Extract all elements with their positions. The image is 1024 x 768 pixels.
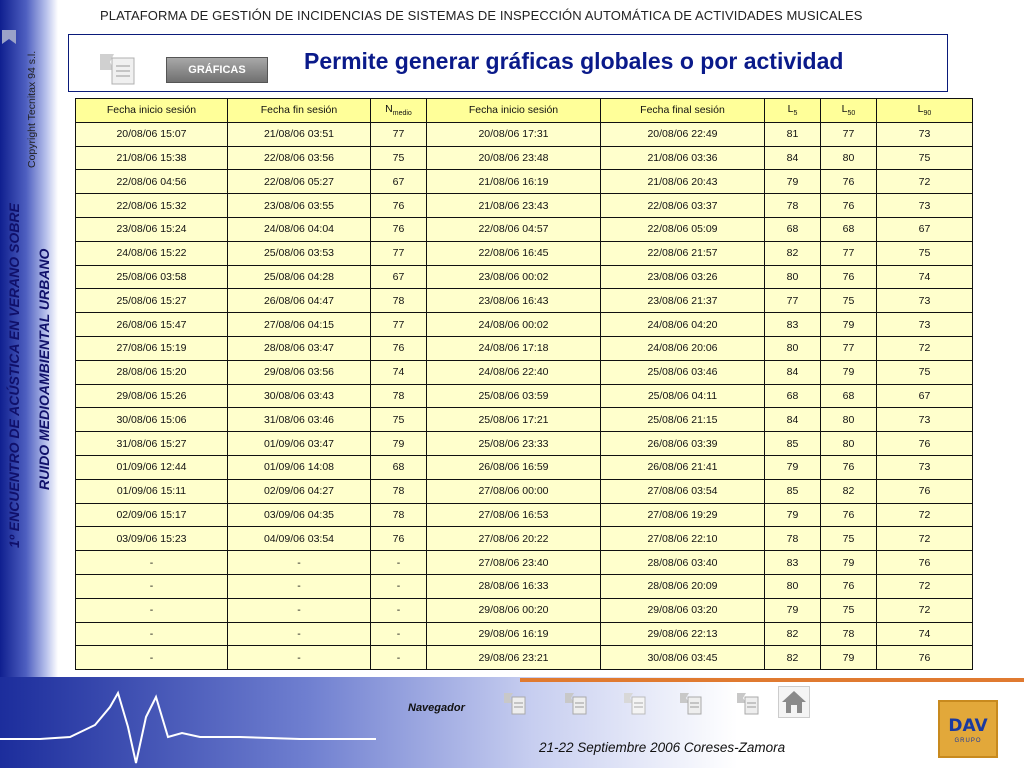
table-cell: - [228,574,371,598]
table-body [76,122,973,669]
table-cell: 79 [371,432,427,456]
table-cell: 68 [821,217,877,241]
table-cell: 28/08/06 03:40 [601,551,765,575]
table-cell: 75 [877,241,973,265]
table-cell: 23/08/06 03:26 [601,265,765,289]
table-cell: 76 [877,432,973,456]
table-cell: - [371,574,427,598]
column-header-label: Fecha inicio sesión [106,104,197,117]
table-cell: 67 [371,170,427,194]
table-cell: 79 [821,313,877,337]
column-header-label: L [841,103,848,116]
table-cell: 01/09/06 15:11 [76,479,228,503]
table-cell: 80 [821,146,877,170]
table-cell: 80 [821,432,877,456]
table-cell: 24/08/06 04:04 [228,217,371,241]
table-cell: 75 [821,289,877,313]
table-cell: 21/08/06 16:19 [427,170,601,194]
table-cell: 76 [371,336,427,360]
table-row [76,574,973,598]
table-cell: 82 [765,622,821,646]
table-cell: 77 [371,122,427,146]
column-header-label: Fecha final sesión [640,104,725,117]
table-cell: 73 [877,289,973,313]
table-cell: 77 [765,289,821,313]
table-cell: 21/08/06 03:51 [228,122,371,146]
table-cell: 22/08/06 04:57 [427,217,601,241]
table-cell: 80 [765,574,821,598]
document-nav-icon[interactable] [504,692,526,716]
table-cell: 82 [765,646,821,670]
table-cell: 21/08/06 23:43 [427,194,601,218]
table-cell: 25/08/06 04:11 [601,384,765,408]
table-row [76,551,973,575]
table-cell: - [228,598,371,622]
table-cell: 29/08/06 15:26 [76,384,228,408]
table-cell: 02/09/06 04:27 [228,479,371,503]
table-cell: 01/09/06 14:08 [228,455,371,479]
column-header-subscript: medio [392,110,412,118]
table-cell: 83 [765,313,821,337]
table-cell: 27/08/06 16:53 [427,503,601,527]
home-icon [779,687,809,717]
table-cell: 79 [765,455,821,479]
table-header-row [76,99,973,123]
table-cell: 79 [821,646,877,670]
table-cell: 22/08/06 03:56 [228,146,371,170]
table-cell: 03/09/06 15:23 [76,527,228,551]
table-cell: 27/08/06 03:54 [601,479,765,503]
table-cell: 76 [821,170,877,194]
navegador-label: Navegador [408,702,465,714]
table-cell: - [228,646,371,670]
table-cell: 25/08/06 15:27 [76,289,228,313]
table-cell: 78 [371,384,427,408]
table-row [76,217,973,241]
table-cell: 75 [821,598,877,622]
logo-text: DAV [948,716,988,736]
table-cell: 78 [371,289,427,313]
table-cell: 28/08/06 03:47 [228,336,371,360]
logo-subtext: GRUPO [954,738,982,744]
table-cell: 76 [821,265,877,289]
table-cell: 72 [877,170,973,194]
table-cell: 78 [765,194,821,218]
table-cell: 23/08/06 16:43 [427,289,601,313]
table-row [76,622,973,646]
table-cell: 26/08/06 15:47 [76,313,228,337]
table-cell: 76 [821,574,877,598]
document-nav-icon[interactable] [565,692,587,716]
table-cell: 21/08/06 03:36 [601,146,765,170]
table-cell: 84 [765,146,821,170]
table-cell: 26/08/06 21:41 [601,455,765,479]
table-cell: 28/08/06 16:33 [427,574,601,598]
table-cell: 02/09/06 15:17 [76,503,228,527]
column-header-subscript: 5 [793,110,798,118]
table-cell: 82 [765,241,821,265]
table-cell: 27/08/06 20:22 [427,527,601,551]
column-header [427,99,601,123]
table-cell: 24/08/06 17:18 [427,336,601,360]
footer-accent-line [520,678,1024,682]
table-cell: 22/08/06 21:57 [601,241,765,265]
table-cell: 30/08/06 03:43 [228,384,371,408]
table-cell: 76 [371,194,427,218]
table-cell: 81 [765,122,821,146]
table-cell: - [371,598,427,622]
table-cell: 74 [877,265,973,289]
table-cell: 79 [821,551,877,575]
table-cell: - [76,646,228,670]
table-cell: 80 [821,408,877,432]
table-cell: 68 [821,384,877,408]
column-header-subscript: 50 [847,110,856,118]
column-header [228,99,371,123]
table-cell: 67 [877,384,973,408]
table-cell: 25/08/06 03:59 [427,384,601,408]
table-cell: 23/08/06 15:24 [76,217,228,241]
column-header [765,99,821,123]
table-cell: 72 [877,527,973,551]
column-header-label: Fecha fin sesión [260,104,338,117]
event-date: 21-22 Septiembre 2006 Coreses-Zamora [539,740,786,755]
document-nav-icon[interactable] [680,692,702,716]
table-cell: 27/08/06 15:19 [76,336,228,360]
table-row [76,527,973,551]
table-cell: 29/08/06 03:56 [228,360,371,384]
table-cell: 25/08/06 23:33 [427,432,601,456]
table-cell: 77 [821,336,877,360]
table-cell: 73 [877,122,973,146]
event-title-line1: 1º ENCUENTRO DE ACÚSTICA EN VERANO SOBRE [6,203,22,548]
waveform-graphic [0,677,400,768]
event-title-line2: RUIDO MEDIOAMBIENTAL URBANO [36,248,52,490]
table-cell: 26/08/06 04:47 [228,289,371,313]
table-cell: 75 [877,146,973,170]
table-row [76,289,973,313]
table-cell: 73 [877,194,973,218]
table-cell: 76 [371,217,427,241]
table-cell: - [76,574,228,598]
table-cell: 31/08/06 15:27 [76,432,228,456]
table-cell: 30/08/06 15:06 [76,408,228,432]
table-cell: 80 [765,336,821,360]
table-row [76,598,973,622]
table-cell: 22/08/06 04:56 [76,170,228,194]
table-cell: 22/08/06 05:09 [601,217,765,241]
table-cell: 27/08/06 19:29 [601,503,765,527]
table-cell: 04/09/06 03:54 [228,527,371,551]
table-cell: 24/08/06 04:20 [601,313,765,337]
page-title: Permite generar gráficas globales o por actividad [304,48,844,74]
table-cell: 30/08/06 03:45 [601,646,765,670]
table-cell: 85 [765,479,821,503]
table-cell: - [76,551,228,575]
table-cell: 23/08/06 21:37 [601,289,765,313]
table-row [76,122,973,146]
table-cell: 76 [371,527,427,551]
table-cell: 24/08/06 15:22 [76,241,228,265]
dav-logo [938,700,998,758]
copyright-text: Copyright Tecnitax 94 s.l. [26,50,38,168]
table-cell: 78 [371,503,427,527]
table-row [76,455,973,479]
table-cell: 20/08/06 22:49 [601,122,765,146]
table-cell: 25/08/06 03:46 [601,360,765,384]
table-cell: 24/08/06 20:06 [601,336,765,360]
table-cell: 85 [765,432,821,456]
table-cell: 67 [371,265,427,289]
table-cell: 72 [877,503,973,527]
table-cell: 29/08/06 23:21 [427,646,601,670]
table-cell: 79 [821,360,877,384]
table-row [76,170,973,194]
table-cell: 29/08/06 16:19 [427,622,601,646]
column-header [821,99,877,123]
table-cell: 01/09/06 03:47 [228,432,371,456]
sessions-table [75,98,973,670]
table-cell: 27/08/06 00:00 [427,479,601,503]
table-cell: 20/08/06 23:48 [427,146,601,170]
table-row [76,479,973,503]
table-cell: 75 [877,360,973,384]
table-cell: 22/08/06 16:45 [427,241,601,265]
table-row [76,265,973,289]
table-cell: 74 [877,622,973,646]
table-cell: 80 [765,265,821,289]
table-cell: 84 [765,360,821,384]
table-row [76,360,973,384]
table-cell: 20/08/06 15:07 [76,122,228,146]
table-cell: 29/08/06 22:13 [601,622,765,646]
table-cell: 77 [821,122,877,146]
table-row [76,432,973,456]
document-nav-icon[interactable] [737,692,759,716]
table-cell: 75 [371,146,427,170]
table-cell: - [371,646,427,670]
table-cell: 68 [765,217,821,241]
table-cell: - [228,622,371,646]
table-cell: 22/08/06 15:32 [76,194,228,218]
table-cell: - [228,551,371,575]
table-row [76,646,973,670]
table-cell: 68 [371,455,427,479]
table-cell: 68 [765,384,821,408]
table-cell: 27/08/06 22:10 [601,527,765,551]
graficas-button[interactable]: GRÁFICAS [166,57,268,83]
table-cell: 25/08/06 04:28 [228,265,371,289]
column-header-label: L [787,103,794,116]
table-cell: 27/08/06 04:15 [228,313,371,337]
column-header [601,99,765,123]
table-row [76,384,973,408]
table-row [76,313,973,337]
table-cell: 76 [877,551,973,575]
table-cell: 01/09/06 12:44 [76,455,228,479]
table-cell: 77 [371,241,427,265]
table-cell: 76 [877,479,973,503]
table-cell: 73 [877,408,973,432]
home-button[interactable] [778,686,810,718]
column-header-subscript: 90 [923,110,932,118]
table-cell: 21/08/06 15:38 [76,146,228,170]
table-cell: 25/08/06 17:21 [427,408,601,432]
table-cell: - [371,622,427,646]
table-row [76,336,973,360]
column-header-label: L [917,103,924,116]
table-cell: 74 [371,360,427,384]
table-cell: 75 [371,408,427,432]
table-cell: 77 [821,241,877,265]
table-cell: 22/08/06 05:27 [228,170,371,194]
table-cell: 72 [877,574,973,598]
table-cell: 73 [877,313,973,337]
table-cell: 25/08/06 03:53 [228,241,371,265]
table-cell: 75 [821,527,877,551]
table-cell: - [371,551,427,575]
table-row [76,146,973,170]
table-cell: 26/08/06 03:39 [601,432,765,456]
table-cell: 84 [765,408,821,432]
table-row [76,408,973,432]
table-cell: 22/08/06 03:37 [601,194,765,218]
column-header [877,99,973,123]
document-icon [100,52,136,86]
table-cell: 29/08/06 03:20 [601,598,765,622]
table-cell: 76 [877,646,973,670]
table-cell: 23/08/06 00:02 [427,265,601,289]
table-cell: 67 [877,217,973,241]
table-cell: 28/08/06 20:09 [601,574,765,598]
table-cell: 77 [371,313,427,337]
corner-tab-icon [2,30,16,44]
table-cell: 03/09/06 04:35 [228,503,371,527]
platform-title: PLATAFORMA DE GESTIÓN DE INCIDENCIAS DE SISTEMAS DE INSPECCIÓN AUTOMÁTICA DE ACTIVIDADES MUSICALES [100,8,863,23]
table-cell: 82 [821,479,877,503]
table-cell: 25/08/06 03:58 [76,265,228,289]
table-cell: 23/08/06 03:55 [228,194,371,218]
table-cell: 73 [877,455,973,479]
column-header-label: Fecha inicio sesión [468,104,559,117]
table-row [76,194,973,218]
column-header [371,99,427,123]
table-cell: 25/08/06 21:15 [601,408,765,432]
table-cell: 78 [765,527,821,551]
table-cell: 28/08/06 15:20 [76,360,228,384]
table-row [76,241,973,265]
table-cell: 83 [765,551,821,575]
table-cell: - [76,622,228,646]
table-cell: 76 [821,455,877,479]
table-cell: 21/08/06 20:43 [601,170,765,194]
table-cell: 79 [765,503,821,527]
table-cell: 79 [765,170,821,194]
table-cell: 24/08/06 22:40 [427,360,601,384]
column-header [76,99,228,123]
document-nav-icon[interactable] [624,692,646,716]
table-cell: - [76,598,228,622]
table-cell: 72 [877,336,973,360]
table-cell: 78 [821,622,877,646]
table-cell: 24/08/06 00:02 [427,313,601,337]
table-row [76,503,973,527]
table-cell: 20/08/06 17:31 [427,122,601,146]
table-cell: 31/08/06 03:46 [228,408,371,432]
column-header-label: N [385,103,393,116]
table-cell: 79 [765,598,821,622]
table-cell: 76 [821,194,877,218]
table-cell: 26/08/06 16:59 [427,455,601,479]
table-cell: 72 [877,598,973,622]
table-cell: 78 [371,479,427,503]
table-cell: 27/08/06 23:40 [427,551,601,575]
table-cell: 76 [821,503,877,527]
table-cell: 29/08/06 00:20 [427,598,601,622]
